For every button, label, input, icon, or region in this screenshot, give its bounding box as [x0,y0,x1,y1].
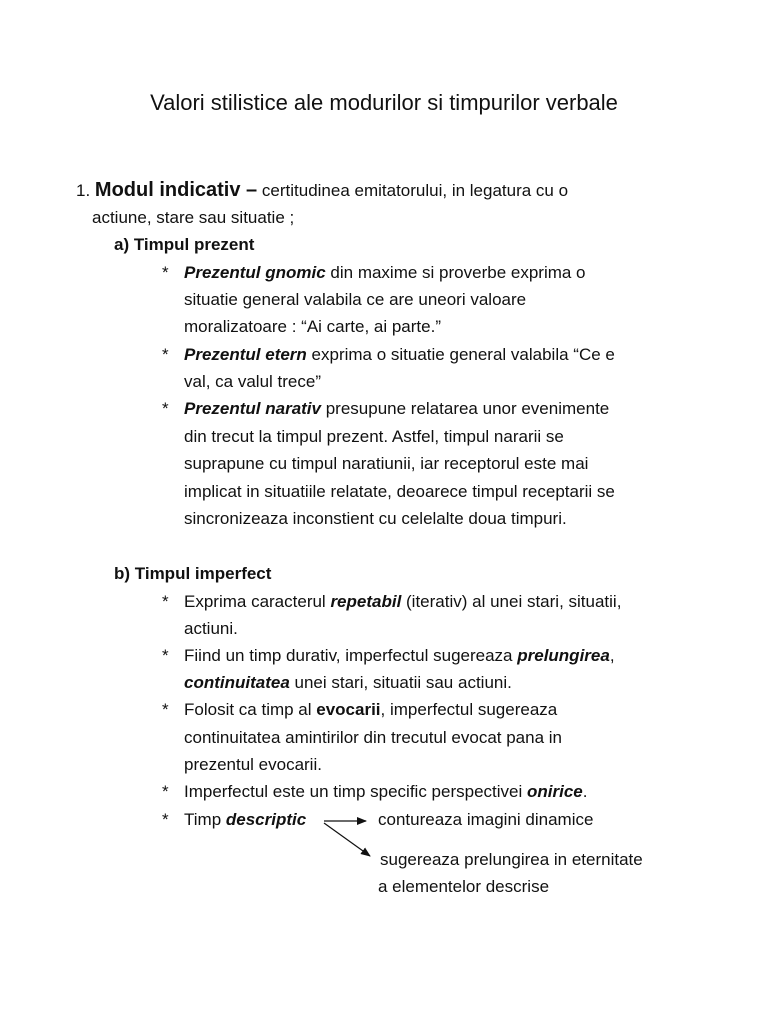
item-text: presupune relatarea unor evenimente [321,399,610,418]
section-1-heading-line [76,178,568,203]
term-bold: Prezentul etern [184,345,307,364]
item-continuation: moralizatoare : “Ai carte, ai parte.” [184,317,441,336]
item-continuation: actiuni. [184,619,238,638]
item-text: Folosit ca timp al [184,700,317,719]
page-title: Valori stilistice ale modurilor si timpurilor verbale [150,90,618,115]
item-continuation: implicat in situatiile relatate, deoarece timpul receptarii se [184,482,615,501]
term-bold: Prezentul narativ [184,399,321,418]
item-text: , imperfectul sugereaza [380,700,558,719]
list-item [184,808,306,832]
item-text: Exprima caracterul [184,592,331,611]
bullet-star: * [162,810,169,829]
item-text: , [609,646,615,665]
list-item [184,261,586,285]
bullet-star: * [162,345,169,364]
item-text: Timp [184,810,226,829]
item-text: din maxime si proverbe exprima o [325,263,586,282]
list-item [184,397,609,421]
item-text: Imperfectul este un timp specific perspectivei [184,782,527,801]
term-bold: onirice [526,782,583,801]
item-continuation: continuitatea amintirilor din trecutul evocat pana in [184,728,562,747]
section-intro: certitudinea emitatorului, in legatura cu o [257,181,569,200]
term-bold: evocarii [316,700,381,719]
item-continuation: din trecut la timpul prezent. Astfel, timpul nararii se [184,427,564,446]
subsection-b-label: b) Timpul imperfect [114,564,272,583]
bullet-star: * [162,399,169,418]
bullet-star: * [162,263,169,282]
arrow-down-right-icon [324,823,370,856]
term-bold: descriptic [225,810,307,829]
term-bold: Prezentul gnomic [184,263,326,282]
list-item [184,698,557,722]
term-bold: repetabil [330,592,402,611]
bullet-star: * [162,700,169,719]
item-text: (iterativ) al unei stari, situatii, [401,592,622,611]
section-number: 1. [76,181,91,200]
bullet-star: * [162,592,169,611]
item-text: unei stari, situatii sau actiuni. [289,673,512,692]
list-item [184,590,621,614]
item-continuation [184,671,512,695]
item-text: Fiind un timp durativ, imperfectul sugereaza [184,646,518,665]
item-continuation: suprapune cu timpul naratiunii, iar receptorul este mai [184,454,589,473]
bullet-star: * [162,646,169,665]
list-item [184,780,587,804]
term-bold: prelungirea [517,646,610,665]
list-item [184,343,615,367]
item-continuation: situatie general valabila ce are uneori valoare [184,290,527,309]
item-continuation: sincronizeaza inconstient cu celelalte doua timpuri. [184,509,567,528]
section-intro-line2: actiune, stare sau situatie ; [92,208,295,227]
list-item [184,644,615,668]
branch-text-3: a elementelor descrise [378,877,550,896]
subsection-a-label: a) Timpul prezent [114,235,255,254]
item-continuation: prezentul evocarii. [184,755,322,774]
item-text: exprima o situatie general valabila “Ce e [306,345,615,364]
item-text: . [582,782,588,801]
item-continuation: val, ca valul trece” [184,372,321,391]
branch-text-2: sugereaza prelungirea in eternitate [380,850,643,869]
bullet-star: * [162,782,169,801]
section-heading: Modul indicativ – [94,179,258,201]
branch-text-1: contureaza imagini dinamice [378,810,594,829]
term-bold: continuitatea [184,673,290,692]
